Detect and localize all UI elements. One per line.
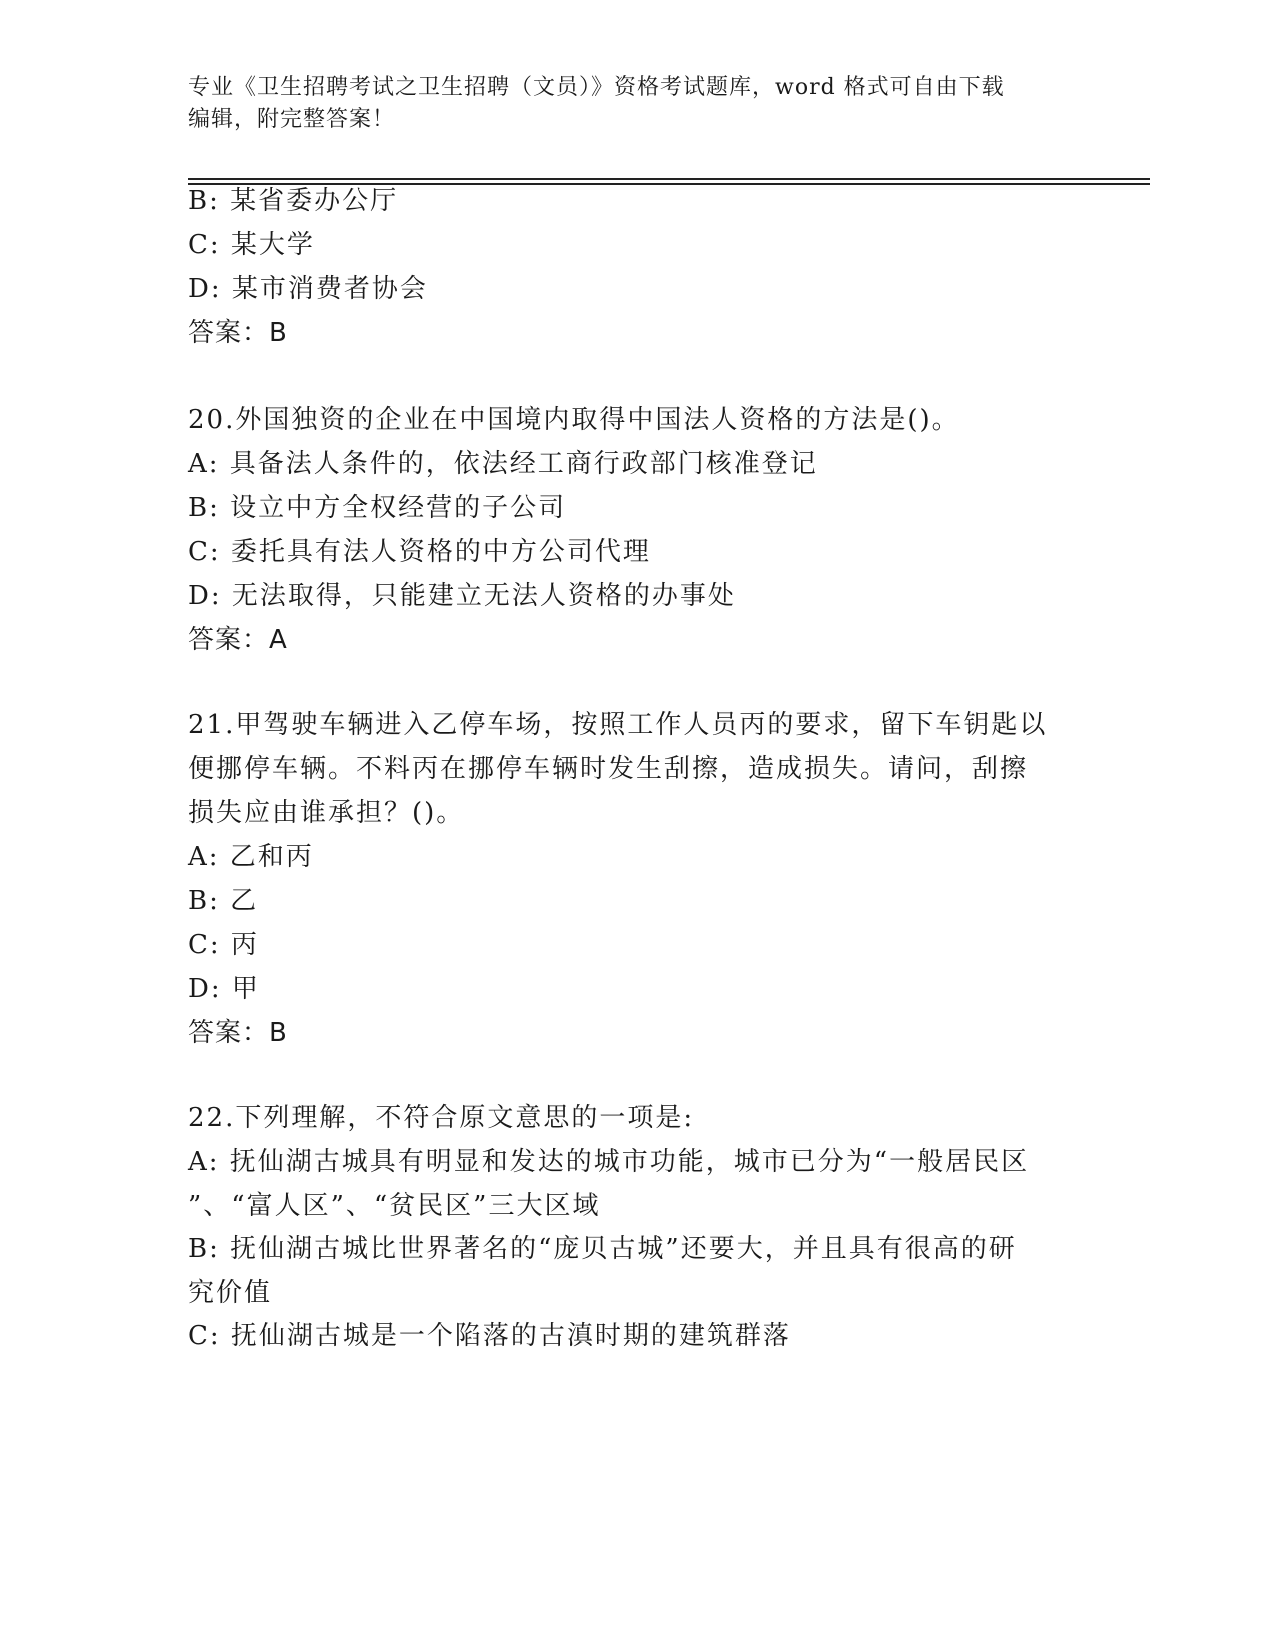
document-header xyxy=(188,72,1068,136)
q22-option-b-line-1: B: 抚仙湖古城比世界著名的“庞贝古城”还要大，并且具有很高的研 xyxy=(188,1234,1017,1264)
q19-option-d: D: 某市消费者协会 xyxy=(188,274,428,304)
header-line-1: 专业《卫生招聘考试之卫生招聘（文员）》资格考试题库，word 格式可自由下载 xyxy=(188,75,1005,100)
q22-option-c: C: 抚仙湖古城是一个陷落的古滇时期的建筑群落 xyxy=(188,1321,791,1351)
q21-option-d: D: 甲 xyxy=(188,974,260,1004)
q21-option-b: B: 乙 xyxy=(188,886,259,916)
q20-option-b: B: 设立中方全权经营的子公司 xyxy=(188,493,567,523)
q20-stem: 20.外国独资的企业在中国境内取得中国法人资格的方法是()。 xyxy=(188,405,960,435)
q19-answer: 答案：B xyxy=(188,318,288,348)
q21-option-c: C: 丙 xyxy=(188,930,259,960)
q20-option-d: D: 无法取得，只能建立无法人资格的办事处 xyxy=(188,581,736,611)
q21-stem-line-2: 便挪停车辆。不料丙在挪停车辆时发生刮擦，造成损失。请问，刮擦 xyxy=(188,754,1029,784)
q21-answer: 答案：B xyxy=(188,1018,288,1048)
q21-stem-line-3: 损失应由谁承担？()。 xyxy=(188,798,465,828)
q21-stem-line-1: 21.甲驾驶车辆进入乙停车场，按照工作人员丙的要求，留下车钥匙以 xyxy=(188,710,1048,740)
q19-option-c: C: 某大学 xyxy=(188,230,315,260)
q22-option-a-line-2: ”、“富人区”、“贫民区”三大区域 xyxy=(188,1191,601,1221)
q20-answer: 答案：A xyxy=(188,625,288,655)
q22-stem: 22.下列理解，不符合原文意思的一项是: xyxy=(188,1103,695,1133)
q22-option-a-line-1: A: 抚仙湖古城具有明显和发达的城市功能，城市已分为“一般居民区 xyxy=(188,1147,1030,1177)
q20-option-c: C: 委托具有法人资格的中方公司代理 xyxy=(188,537,651,567)
header-line-2: 编辑，附完整答案！ xyxy=(188,107,396,132)
q22-option-b-line-2: 究价值 xyxy=(188,1278,273,1308)
q19-option-b: B: 某省委办公厅 xyxy=(188,186,399,216)
q21-option-a: A: 乙和丙 xyxy=(188,842,314,872)
q20-option-a: A: 具备法人条件的，依法经工商行政部门核准登记 xyxy=(188,449,818,479)
